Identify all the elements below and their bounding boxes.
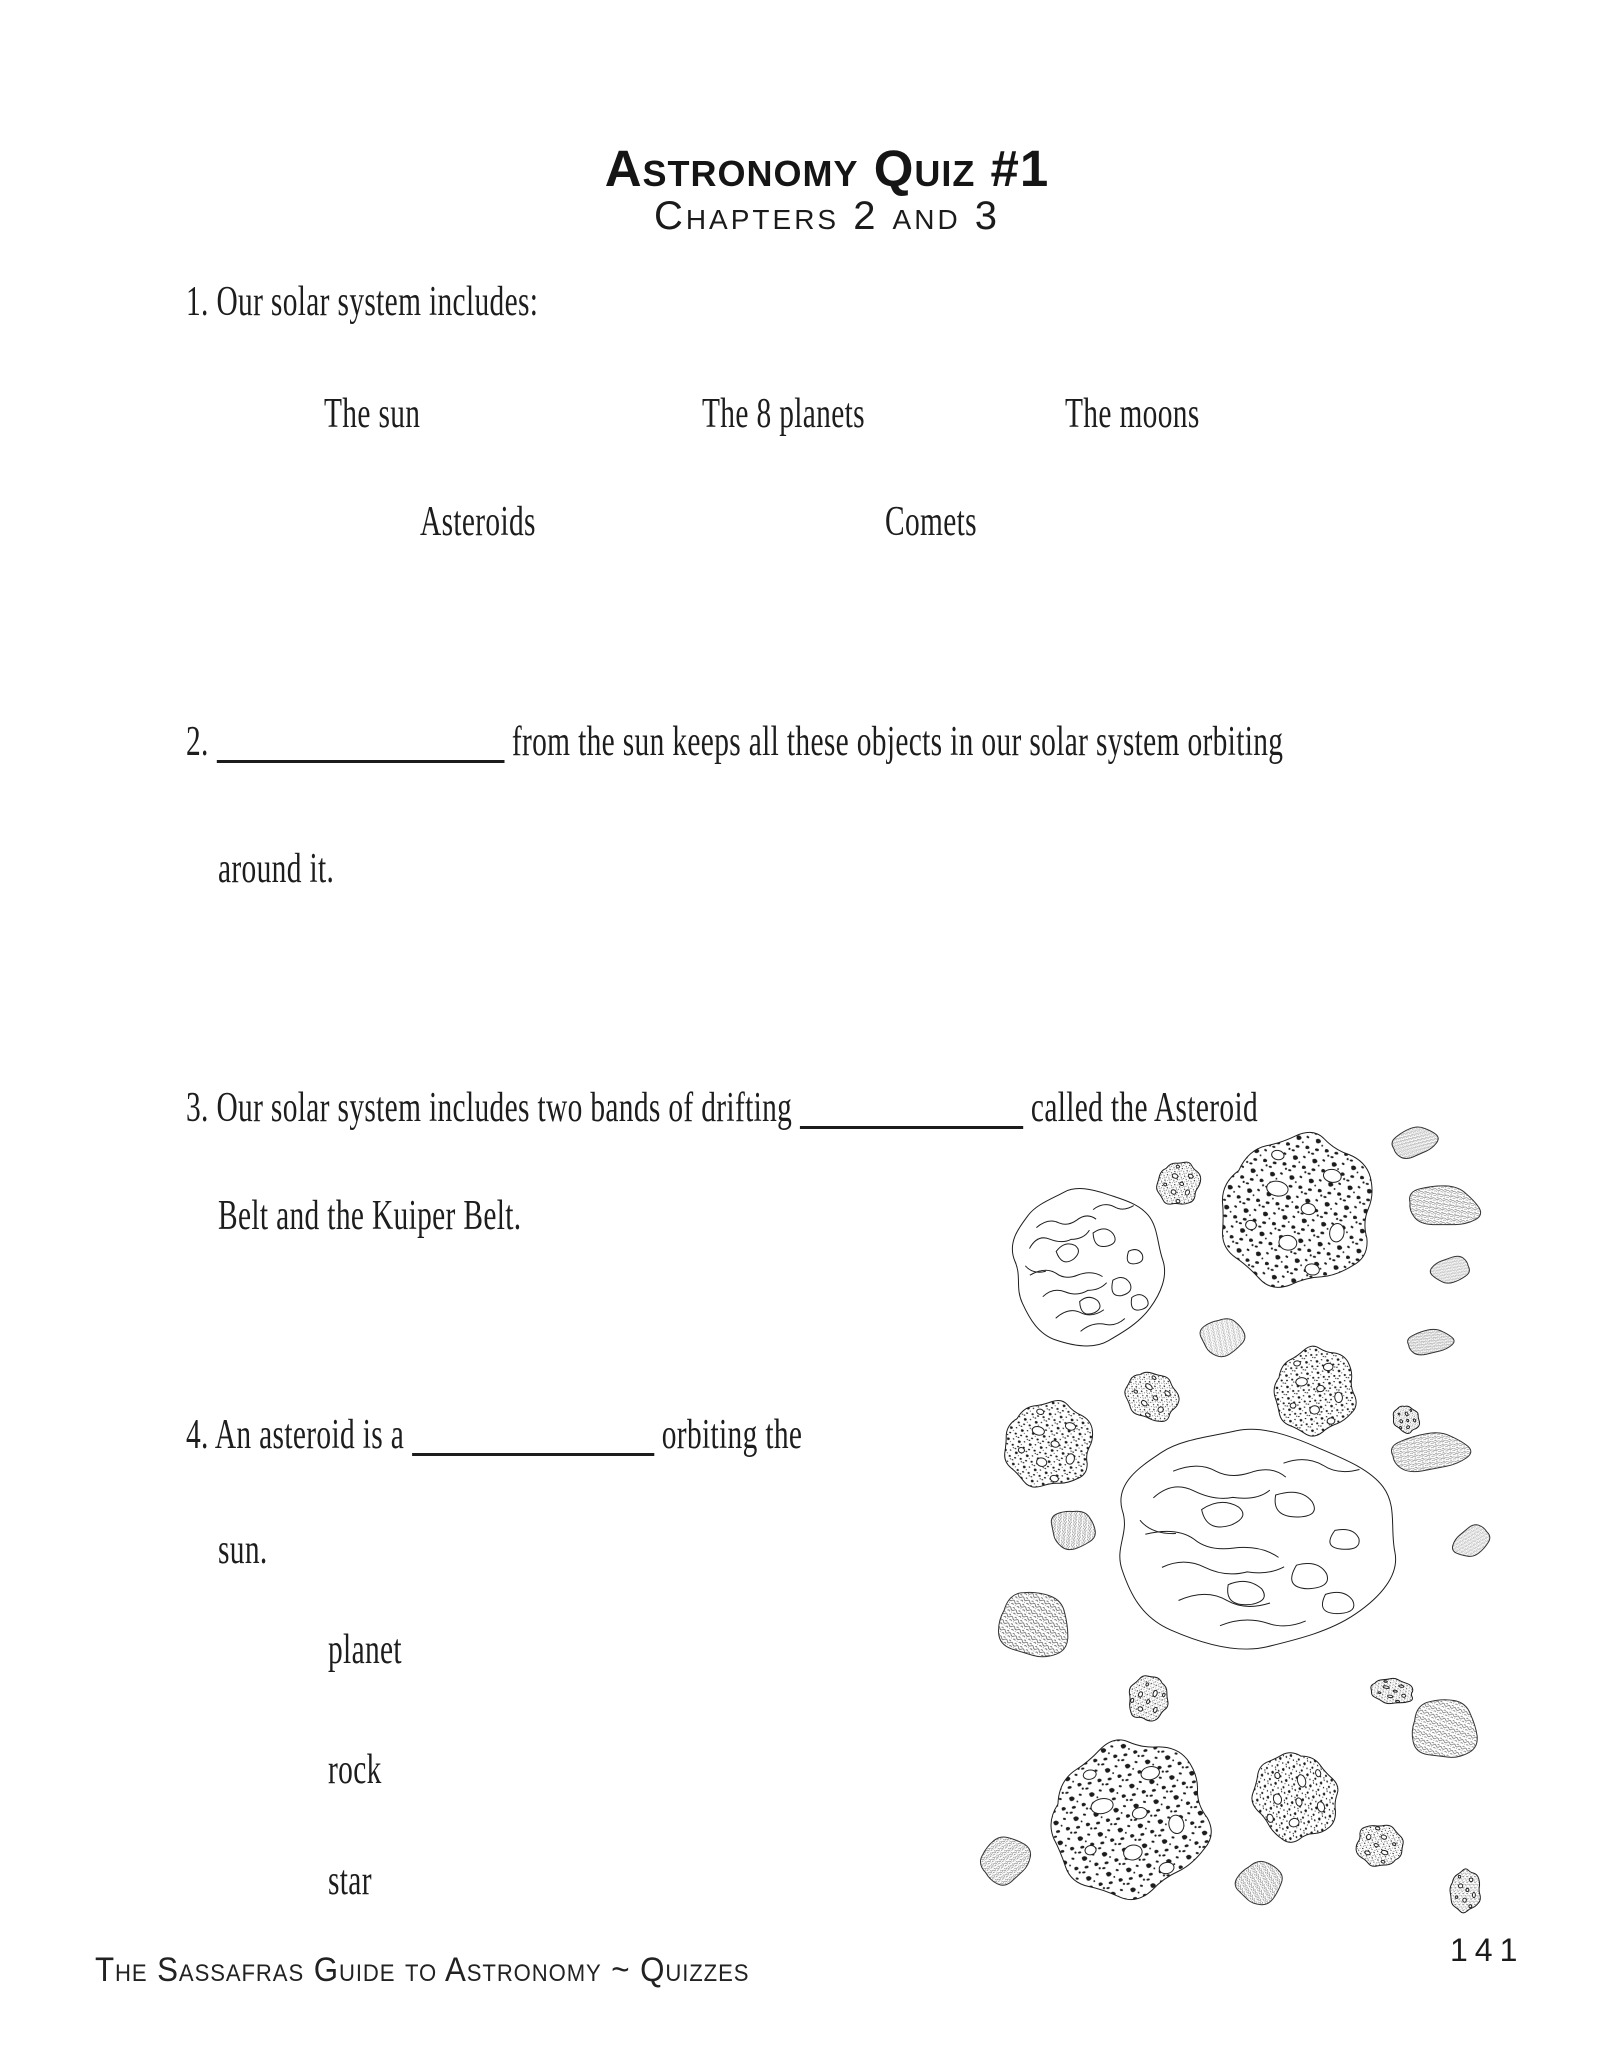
question-3-number: 3. xyxy=(186,1085,209,1131)
question-4 xyxy=(186,1414,802,1456)
q1-option-the-moons: The moons xyxy=(1065,391,1200,437)
q4-option-star: star xyxy=(328,1858,372,1904)
page-number: 141 xyxy=(1450,1932,1525,1968)
question-2 xyxy=(186,721,1283,763)
question-2-text: from the sun keeps all these objects in our solar system orbiting xyxy=(511,719,1284,765)
asteroid-field-svg xyxy=(960,1095,1500,1935)
question-1-prompt: Our solar system includes: xyxy=(216,279,539,325)
footer-text: The Sassafras Guide to Astronomy ~ Quizzes xyxy=(95,1951,750,1989)
question-4-continuation: sun. xyxy=(218,1527,268,1573)
question-2-continuation: around it. xyxy=(218,846,335,892)
q1-option-asteroids: Asteroids xyxy=(420,499,536,545)
asteroid-field-illustration xyxy=(960,1095,1500,1935)
question-1-number: 1. xyxy=(186,279,209,325)
q1-option-the-sun: The sun xyxy=(324,391,421,437)
q1-option-comets: Comets xyxy=(885,499,977,545)
question-3-text-before: Our solar system includes two bands of drifting xyxy=(216,1085,793,1131)
q4-option-planet: planet xyxy=(328,1627,402,1673)
page-title: Astronomy Quiz #1 xyxy=(604,140,1050,197)
q4-option-rock: rock xyxy=(328,1747,382,1793)
question-3-text-after: called the Asteroid xyxy=(1030,1085,1259,1131)
question-4-text-after: orbiting the xyxy=(661,1412,803,1458)
page-subtitle: Chapters 2 and 3 xyxy=(653,194,1001,238)
question-2-number: 2. xyxy=(186,719,209,765)
answer-blank-q2 xyxy=(216,760,504,763)
question-4-text-before: An asteroid is a xyxy=(214,1412,405,1458)
question-4-number: 4. xyxy=(186,1412,209,1458)
q1-option-the-8-planets: The 8 planets xyxy=(702,391,865,437)
answer-blank-q4 xyxy=(412,1453,654,1456)
question-3-continuation: Belt and the Kuiper Belt. xyxy=(218,1193,522,1239)
question-1 xyxy=(186,281,538,323)
